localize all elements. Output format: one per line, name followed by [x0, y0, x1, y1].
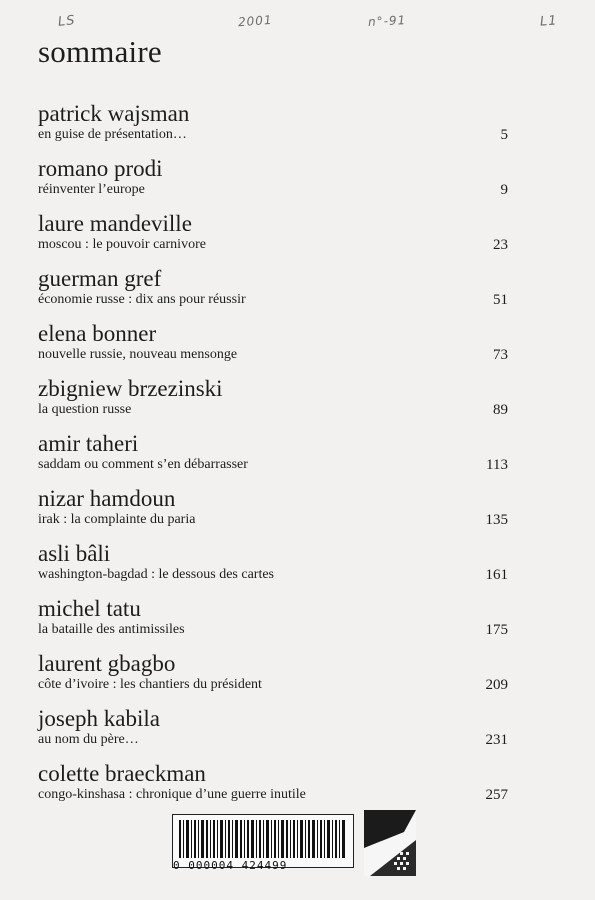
- toc-entry[interactable]: [38, 487, 510, 542]
- entry-article-title: washington-bagdad : le dessous des cartes: [38, 567, 274, 582]
- entry-page-number: 231: [485, 732, 508, 748]
- entry-page-number: 5: [500, 127, 508, 143]
- library-barcode-label: [170, 808, 442, 880]
- entry-author: zbigniew brzezinski: [38, 376, 223, 401]
- barcode-number: 0 000004 424499: [173, 859, 288, 872]
- entry-author: laure mandeville: [38, 211, 192, 236]
- entry-page-number: 51: [493, 292, 508, 308]
- entry-article-title: irak : la complainte du paria: [38, 512, 196, 527]
- entry-article-title: côte d’ivoire : les chantiers du président: [38, 677, 262, 692]
- toc-entry[interactable]: [38, 212, 510, 267]
- entry-article-title: économie russe : dix ans pour réussir: [38, 292, 246, 307]
- entry-page-number: 9: [500, 182, 508, 198]
- toc-entry[interactable]: [38, 157, 510, 212]
- entry-author: laurent gbagbo: [38, 651, 176, 676]
- entry-page-number: 89: [493, 402, 508, 418]
- barcode-bars-icon: [179, 820, 345, 858]
- library-logo-icon: [364, 810, 416, 876]
- entry-author: nizar hamdoun: [38, 486, 176, 511]
- toc-entry[interactable]: [38, 652, 510, 707]
- entry-author: patrick wajsman: [38, 101, 190, 126]
- page-title: sommaire: [38, 34, 162, 69]
- toc-entry[interactable]: [38, 597, 510, 652]
- entry-article-title: congo-kinshasa : chronique d’une guerre inutile: [38, 787, 306, 802]
- entry-author: asli bâli: [38, 541, 111, 566]
- entry-article-title: nouvelle russie, nouveau mensonge: [38, 347, 238, 362]
- entry-article-title: saddam ou comment s’en débarrasser: [38, 457, 248, 472]
- entry-author: elena bonner: [38, 321, 157, 346]
- entry-article-title: au nom du père…: [38, 732, 139, 747]
- handwritten-note: ᒪS: [57, 13, 77, 30]
- entry-author: amir taheri: [38, 431, 139, 456]
- toc-entry[interactable]: [38, 322, 510, 377]
- entry-author: colette braeckman: [38, 761, 206, 786]
- handwritten-note: n°-91: [367, 13, 407, 29]
- handwritten-note: 2001: [237, 12, 273, 30]
- entry-page-number: 175: [485, 622, 508, 638]
- entry-article-title: moscou : le pouvoir carnivore: [38, 237, 206, 252]
- entry-page-number: 23: [493, 237, 508, 253]
- toc-entry[interactable]: [38, 377, 510, 432]
- entry-author: guerman gref: [38, 266, 162, 291]
- toc-entry[interactable]: [38, 542, 510, 597]
- entry-page-number: 161: [485, 567, 508, 583]
- entry-article-title: la question russe: [38, 402, 132, 417]
- entry-page-number: 73: [493, 347, 508, 363]
- entry-page-number: 135: [485, 512, 508, 528]
- toc-entry[interactable]: [38, 102, 510, 157]
- entry-author: michel tatu: [38, 596, 141, 621]
- toc-entry[interactable]: [38, 707, 510, 762]
- toc-entry[interactable]: [38, 432, 510, 487]
- entry-page-number: 209: [485, 677, 508, 693]
- entry-author: romano prodi: [38, 156, 163, 181]
- entry-article-title: en guise de présentation…: [38, 127, 187, 142]
- barcode: [172, 814, 354, 872]
- entry-author: joseph kabila: [38, 706, 160, 731]
- entry-page-number: 113: [486, 457, 508, 473]
- entry-page-number: 257: [485, 787, 508, 803]
- toc-entry[interactable]: [38, 267, 510, 322]
- entry-article-title: réinventer l’europe: [38, 182, 145, 197]
- table-of-contents: [38, 102, 510, 817]
- entry-article-title: la bataille des antimissiles: [38, 622, 185, 637]
- handwritten-note: L1: [539, 13, 559, 30]
